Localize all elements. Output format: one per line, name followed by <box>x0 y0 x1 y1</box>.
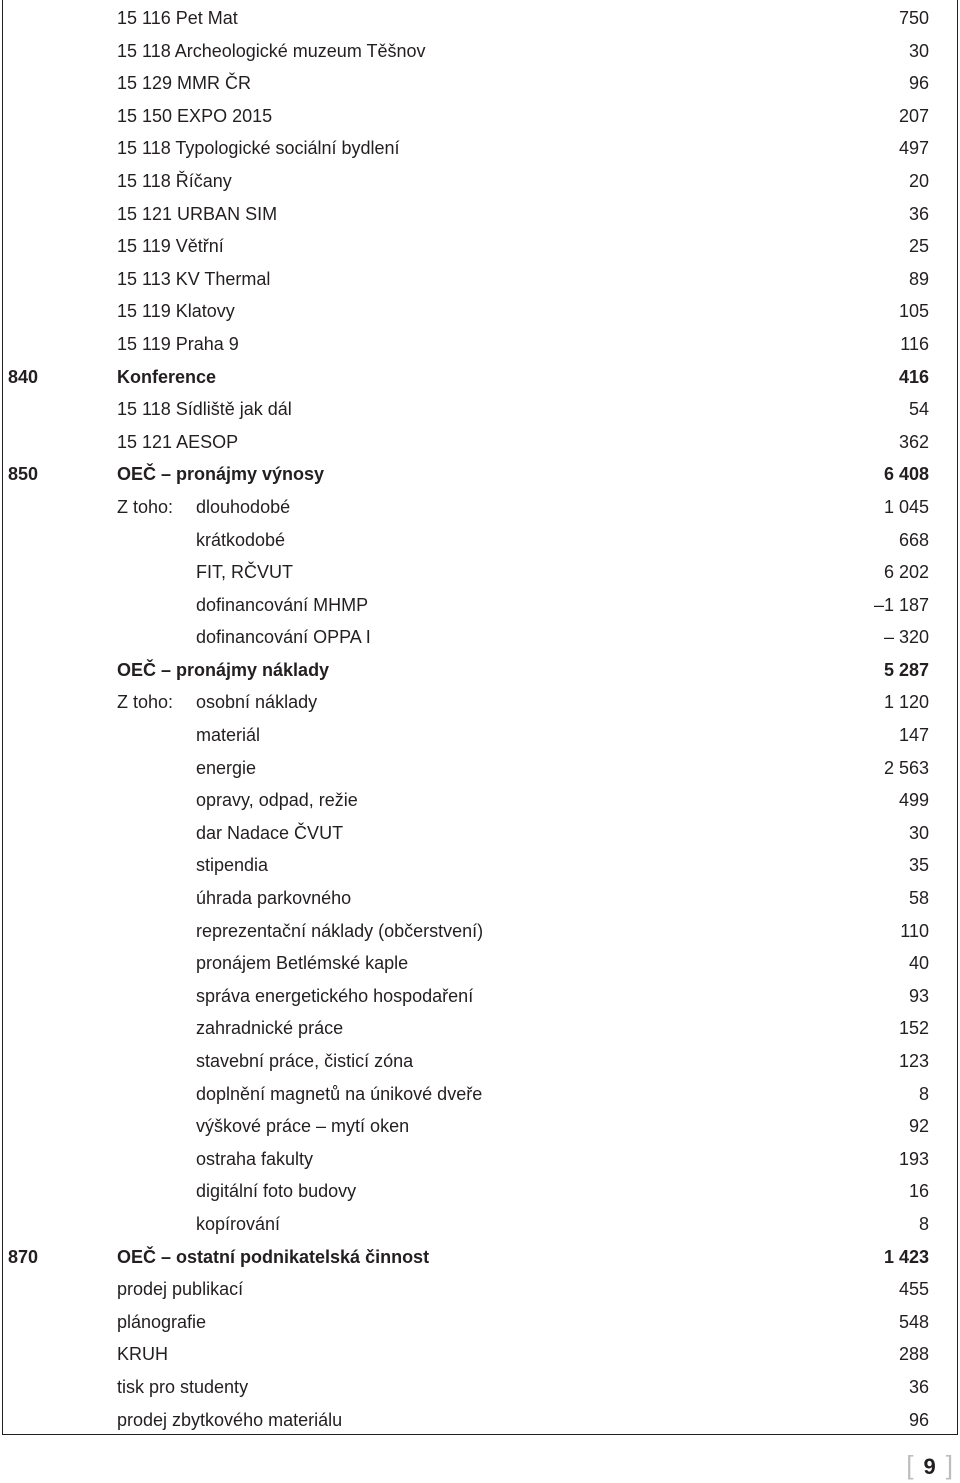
table-row <box>0 1175 960 1208</box>
row-value: 1 045 <box>883 496 929 517</box>
row-prefix: Z toho: <box>117 692 174 713</box>
row-label-group <box>196 1045 413 1078</box>
row-label-group <box>117 393 292 426</box>
section-row <box>0 361 960 394</box>
row-value: 35 <box>908 855 929 876</box>
table-row <box>0 1045 960 1078</box>
table-row <box>0 882 960 915</box>
table-row <box>0 849 960 882</box>
table-row <box>0 1338 960 1371</box>
row-label-group <box>117 67 251 100</box>
row-label: doplnění magnetů na únikové dveře <box>196 1083 483 1104</box>
row-value: 548 <box>898 1311 929 1332</box>
row-label: OEČ – pronájmy výnosy <box>117 464 325 485</box>
row-value: 1 120 <box>883 692 929 713</box>
row-value: 36 <box>908 1376 929 1397</box>
table-row <box>0 263 960 296</box>
row-label: materiál <box>196 725 261 746</box>
row-label: zahradnické práce <box>196 1018 344 1039</box>
row-value: 362 <box>898 431 929 452</box>
row-value: 1 423 <box>883 1246 929 1267</box>
row-label: správa energetického hospodaření <box>196 985 474 1006</box>
row-label-group <box>196 849 268 882</box>
table-row <box>0 35 960 68</box>
row-label-group <box>196 1012 343 1045</box>
table-row <box>0 1012 960 1045</box>
row-value: 58 <box>908 888 929 909</box>
row-prefix: Z toho: <box>117 496 174 517</box>
table-row <box>0 132 960 165</box>
table-row <box>0 1371 960 1404</box>
row-label-group <box>117 230 224 263</box>
table-row <box>0 1078 960 1111</box>
row-label: prodej zbytkového materiálu <box>117 1409 343 1430</box>
row-value: 96 <box>908 73 929 94</box>
row-label-group <box>117 654 329 687</box>
row-label-group <box>196 1175 356 1208</box>
table-row <box>0 915 960 948</box>
row-label-group <box>117 295 235 328</box>
page-number-value: 9 <box>923 1454 936 1479</box>
row-value: 20 <box>908 170 929 191</box>
row-label: 15 119 Praha 9 <box>117 333 239 354</box>
row-label-group <box>117 263 270 296</box>
row-label-group <box>117 35 426 68</box>
row-value: 288 <box>898 1344 929 1365</box>
row-label-group <box>117 686 317 719</box>
table-row <box>0 621 960 654</box>
row-label-group <box>117 1404 342 1437</box>
row-label: stavební práce, čisticí zóna <box>196 1051 414 1071</box>
row-label-group <box>117 1306 206 1339</box>
row-label: výškové práce – mytí oken <box>196 1116 410 1137</box>
row-label-group <box>196 882 351 915</box>
row-value: 668 <box>898 529 929 550</box>
row-label: dlouhodobé <box>196 496 291 517</box>
table-row <box>0 230 960 263</box>
row-label-group <box>196 589 368 622</box>
row-label-group <box>196 784 358 817</box>
table-row <box>0 67 960 100</box>
row-value: 40 <box>908 953 929 974</box>
page-number <box>906 1449 953 1483</box>
table-row <box>0 295 960 328</box>
row-value: 89 <box>908 268 929 289</box>
account-code: 870 <box>8 1246 39 1267</box>
row-label: 15 129 MMR ČR <box>117 73 252 94</box>
row-label: 15 121 URBAN SIM <box>117 203 278 224</box>
row-value: –1 187 <box>873 594 929 615</box>
row-label: dofinancování OPPA I <box>196 627 371 648</box>
table-row <box>0 1404 960 1437</box>
row-label: krátkodobé <box>196 529 286 550</box>
row-value: 2 563 <box>883 757 929 778</box>
row-label-group <box>117 458 324 491</box>
section-row <box>0 654 960 687</box>
account-code: 850 <box>8 464 39 485</box>
row-label: OEČ – ostatní podnikatelská činnost <box>117 1246 430 1267</box>
row-label-group <box>117 328 239 361</box>
budget-table <box>0 2 960 1436</box>
table-row <box>0 426 960 459</box>
table-row <box>0 165 960 198</box>
row-label: 15 118 Typologické sociální bydlení <box>117 138 400 159</box>
row-value: 25 <box>908 236 929 257</box>
row-label-group <box>196 719 260 752</box>
row-value: 499 <box>898 790 929 811</box>
table-row <box>0 2 960 35</box>
row-label-group <box>196 1078 482 1111</box>
row-label: Konference <box>117 366 217 387</box>
row-value: 30 <box>908 822 929 843</box>
row-label-group <box>196 915 483 948</box>
row-value: 455 <box>898 1279 929 1300</box>
row-label-group <box>117 1371 248 1404</box>
row-label: 15 121 AESOP <box>117 431 239 452</box>
row-value: 6 202 <box>883 562 929 583</box>
row-label-group <box>196 524 285 557</box>
row-value: 497 <box>898 138 929 159</box>
row-value: 105 <box>898 301 929 322</box>
row-label: 15 116 Pet Mat <box>117 8 238 28</box>
row-label: reprezentační náklady (občerstvení) <box>196 920 484 941</box>
row-value: 193 <box>898 1148 929 1169</box>
table-row <box>0 328 960 361</box>
row-value: 92 <box>908 1116 929 1137</box>
row-label-group <box>117 491 290 524</box>
row-label-group <box>196 556 293 589</box>
table-row <box>0 1208 960 1241</box>
row-label: KRUH <box>117 1344 169 1365</box>
row-label-group <box>117 361 216 394</box>
table-row <box>0 198 960 231</box>
row-value: 96 <box>908 1409 929 1430</box>
table-row <box>0 752 960 785</box>
section-row <box>0 458 960 491</box>
table-row <box>0 1306 960 1339</box>
table-row <box>0 817 960 850</box>
row-label: 15 118 Sídliště jak dál <box>117 399 292 420</box>
row-label: 15 118 Říčany <box>117 170 232 191</box>
row-label-group <box>117 132 400 165</box>
page-number-close-bracket: ] <box>945 1450 953 1480</box>
row-label: pronájem Betlémské kaple <box>196 953 409 974</box>
row-label: 15 119 Větřní <box>117 236 224 257</box>
table-row <box>0 980 960 1013</box>
row-label: osobní náklady <box>196 692 318 713</box>
row-label-group <box>117 1273 243 1306</box>
row-label: opravy, odpad, režie <box>196 790 358 811</box>
row-value: 54 <box>908 399 929 420</box>
row-label-group <box>117 1338 168 1371</box>
row-label: 15 119 Klatovy <box>117 301 235 322</box>
row-label: energie <box>196 757 257 778</box>
row-label-group <box>196 1143 313 1176</box>
row-label: ostraha fakulty <box>196 1148 314 1169</box>
row-value: 5 287 <box>883 659 929 680</box>
section-row <box>0 1241 960 1274</box>
table-row <box>0 1110 960 1143</box>
row-label: 15 113 KV Thermal <box>117 268 271 289</box>
row-label: OEČ – pronájmy náklady <box>117 659 330 680</box>
row-label-group <box>117 100 272 133</box>
row-value: 110 <box>900 920 929 941</box>
row-label-group <box>196 817 343 850</box>
row-label: kopírování <box>196 1213 281 1234</box>
row-label: tisk pro studenty <box>117 1376 249 1397</box>
table-row <box>0 491 960 524</box>
table-row <box>0 1143 960 1176</box>
row-label: FIT, RČVUT <box>196 562 293 583</box>
page-number-open-bracket: [ <box>906 1450 914 1480</box>
row-label-group <box>196 1110 409 1143</box>
row-label: prodej publikací <box>117 1279 244 1300</box>
row-value: 207 <box>898 105 929 126</box>
row-value: 152 <box>898 1018 929 1039</box>
row-label: 15 150 EXPO 2015 <box>117 105 273 126</box>
row-label: dofinancování MHMP <box>196 594 369 615</box>
row-label-group <box>196 621 371 654</box>
table-row <box>0 686 960 719</box>
row-label: stipendia <box>196 855 269 876</box>
row-label: úhrada parkovného <box>196 888 352 909</box>
row-label-group <box>196 947 408 980</box>
row-value: 36 <box>908 203 929 224</box>
row-value: 8 <box>918 1083 929 1104</box>
row-value: 416 <box>898 366 929 387</box>
row-value: 16 <box>908 1181 929 1202</box>
row-value: 93 <box>908 985 929 1006</box>
row-value: 147 <box>898 725 929 746</box>
row-label-group <box>117 1241 429 1274</box>
account-code: 840 <box>8 366 39 387</box>
row-value: – 320 <box>883 627 929 648</box>
row-value: 750 <box>898 8 929 28</box>
row-label: digitální foto budovy <box>196 1181 357 1202</box>
row-label-group <box>117 426 238 459</box>
row-label-group <box>117 165 232 198</box>
table-row <box>0 947 960 980</box>
row-label: dar Nadace ČVUT <box>196 822 344 843</box>
row-value: 6 408 <box>883 464 929 485</box>
table-row <box>0 1273 960 1306</box>
row-value: 30 <box>908 40 929 61</box>
row-value: 123 <box>898 1051 929 1071</box>
table-row <box>0 393 960 426</box>
row-label: 15 118 Archeologické muzeum Těšnov <box>117 40 426 61</box>
row-label-group <box>117 2 238 35</box>
row-label-group <box>196 980 473 1013</box>
table-row <box>0 589 960 622</box>
row-label-group <box>196 752 256 785</box>
row-value: 8 <box>918 1213 929 1234</box>
row-label: plánografie <box>117 1311 207 1332</box>
table-row <box>0 524 960 557</box>
row-label-group <box>196 1208 280 1241</box>
row-label-group <box>117 198 277 231</box>
table-row <box>0 556 960 589</box>
table-row <box>0 784 960 817</box>
row-value: 116 <box>900 333 929 354</box>
table-row <box>0 719 960 752</box>
table-row <box>0 100 960 133</box>
